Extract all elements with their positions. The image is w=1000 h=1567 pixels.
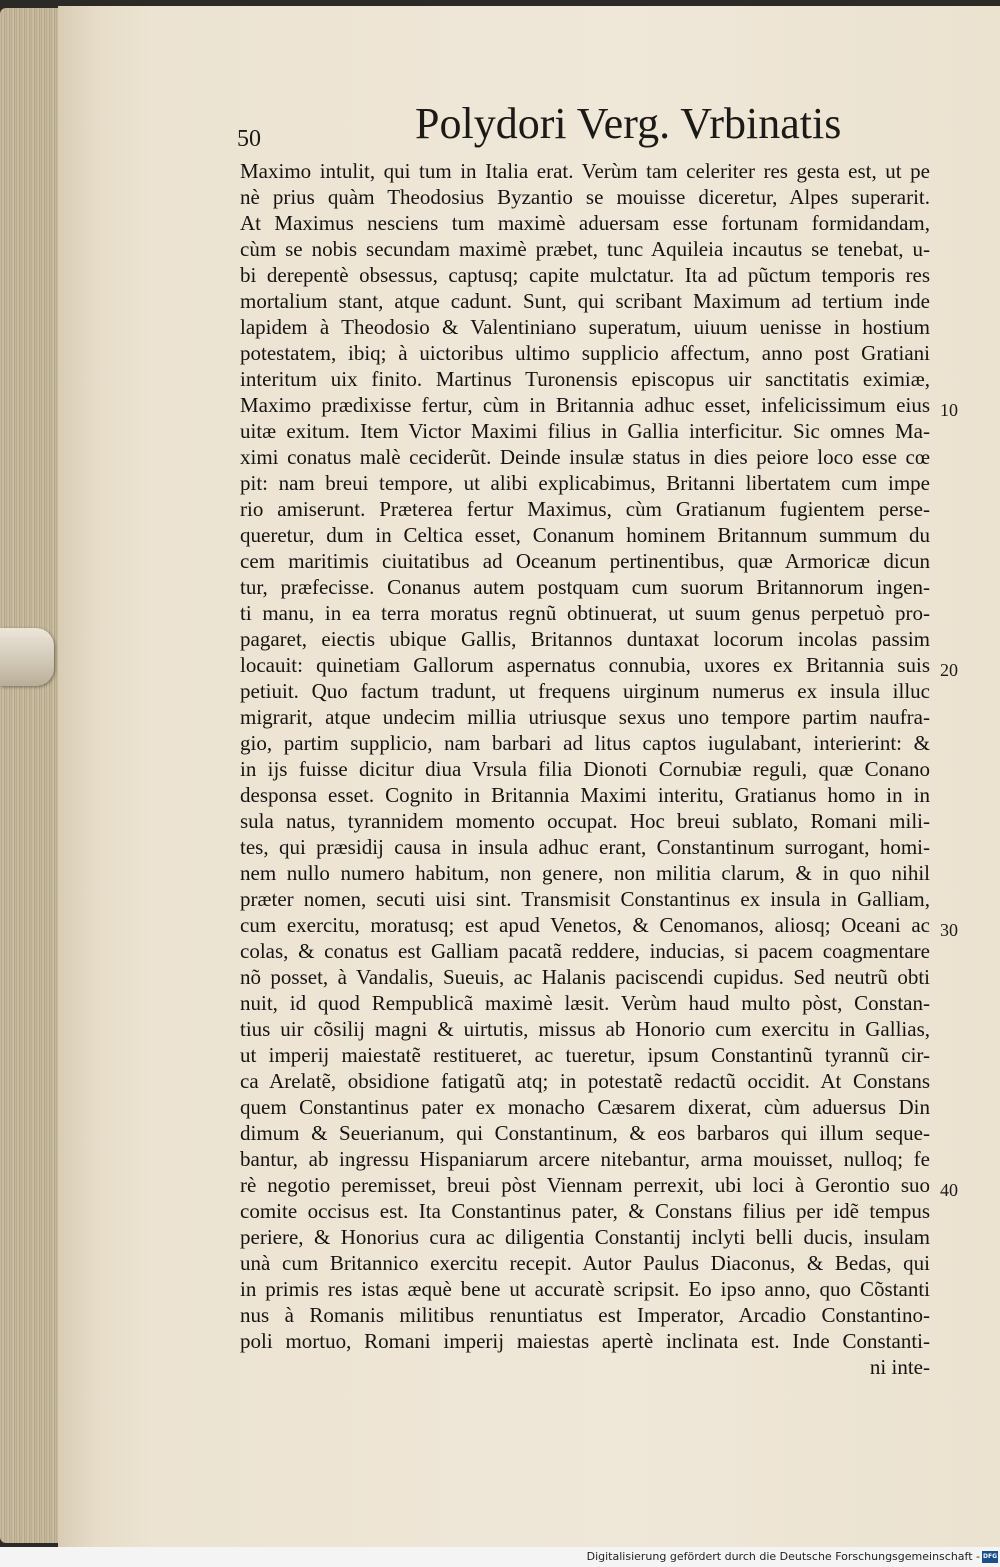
text-line: Maximo intulit, qui tum in Italia erat. Verùm tam celeriter res gesta est, ut pe xyxy=(240,159,930,183)
text-line: desponsa esset. Cognito in Britannia Maximi interitu, Gratianus homo in in xyxy=(240,783,930,807)
text-line: petiuit. Quo factum tradunt, ut frequens uirginum numerus ex insula illuc xyxy=(240,679,930,703)
page-number: 50 xyxy=(237,126,261,152)
text-line: tes, qui præsidij causa in insula adhuc erant, Constantinum surrogant, homi- xyxy=(240,835,930,859)
digitization-footer xyxy=(0,1547,1000,1567)
text-line: colas, & conatus est Galliam pacatã reddere, inducias, si pacem coagmentare xyxy=(240,939,930,963)
line-number-marker: 10 xyxy=(940,400,958,420)
text-line: præter nomen, secuti uisi sint. Transmisit Constantinus ex insula in Galliam, xyxy=(240,887,930,911)
text-line: nus à Romanis militibus renuntiatus est Imperator, Arcadio Constantino- xyxy=(240,1303,930,1327)
text-line: pagaret, eiectis ubique Gallis, Britannos duntaxat locorum incolas passim xyxy=(240,627,930,651)
text-line: sula natus, tyrannidem momento occupat. Hoc breui sublato, Romani mili- xyxy=(240,809,930,833)
text-line: rè negotio peremisset, breui pòst Viennam perrexit, ubi loci à Gerontio suo xyxy=(240,1173,930,1197)
catchword: ni inte- xyxy=(869,1355,930,1379)
line-number-marker: 30 xyxy=(940,920,958,940)
text-line: pit: nam breui tempore, ut alibi explicabimus, Britanni libertatem cum impe xyxy=(240,471,930,495)
text-line: poli mortuo, Romani imperij maiestas apertè inclinata est. Inde Constanti- xyxy=(240,1329,930,1353)
dfg-logo: DFG xyxy=(982,1551,998,1563)
text-line: ut imperij maiestatẽ restitueret, ac tueretur, ipsum Constantinũ tyrannũ cir- xyxy=(240,1043,930,1067)
text-line: rio amiserunt. Præterea fertur Maximus, cùm Gratianum fugientem perse- xyxy=(240,497,930,521)
text-line: locauit: quinetiam Gallorum aspernatus connubia, uxores ex Britannia suis xyxy=(240,653,930,677)
text-line: At Maximus nesciens tum maximè aduersam esse fortunam formidandam, xyxy=(240,211,930,235)
text-line: queretur, dum in Celtica esset, Conanum hominem Britannum summum du xyxy=(240,523,930,547)
text-line: uitæ exitum. Item Victor Maximi filius in Gallia interficitur. Sic omnes Ma- xyxy=(240,419,930,443)
text-line: tius uir cõsilij magni & uirtutis, missus ab Honorio cum exercitu in Gallias, xyxy=(240,1017,930,1041)
text-line: in ijs fuisse dicitur diua Vrsula filia Dionoti Cornubiæ reguli, quæ Conano xyxy=(240,757,930,781)
text-line: ti manu, in ea terra moratus regnũ obtinuerat, ut suum genus perpetuò pro- xyxy=(240,601,930,625)
line-number-marker: 40 xyxy=(940,1180,958,1200)
text-line: lapidem à Theodosio & Valentiniano superatum, uiuum uenisse in hostium xyxy=(240,315,930,339)
text-line: cùm se nobis secundam maximè præbet, tunc Aquileia incautus se tenebat, u- xyxy=(240,237,930,261)
text-line: gio, partim supplicio, nam barbari ad litus captos iugulabant, interierint: & xyxy=(240,731,930,755)
footer-credit: Digitalisierung gefördert durch die Deutsche Forschungsgemeinschaft - xyxy=(586,1550,980,1563)
text-line: unà cum Britannico exercitu recepit. Autor Paulus Diaconus, & Bedas, qui xyxy=(240,1251,930,1275)
text-line: periere, & Honorius cura ac diligentia Constantij inclyti belli ducis, insulam xyxy=(240,1225,930,1249)
text-line: potestatem, ibiq; à uictoribus ultimo supplicio affectum, anno post Gratiani xyxy=(240,341,930,365)
text-line: interitum uix finito. Martinus Turonensis episcopus uir sanctitatis eximiæ, xyxy=(240,367,930,391)
book-fore-edge xyxy=(0,8,60,1543)
text-line: bantur, ab ingressu Hispaniarum arcere nitebantur, arma mouisset, nulloq; fe xyxy=(240,1147,930,1171)
text-line: nõ posset, à Vandalis, Sueuis, ac Halanis paciscendi cupidus. Sed neutrũ obti xyxy=(240,965,930,989)
text-line: migrarit, atque undecim millia utriusque sexus uno tempore partim naufra- xyxy=(240,705,930,729)
text-line: in primis res istas æquè bene ut accuratè scripsit. Eo ipso anno, quo Cõstanti xyxy=(240,1277,930,1301)
text-line: dimum & Seuerianum, qui Constantinum, & eos barbaros qui illum seque- xyxy=(240,1121,930,1145)
text-line: ca Arelatẽ, obsidione fatigatũ atq; in potestatẽ redactũ occidit. At Constans xyxy=(240,1069,930,1093)
text-line: quem Constantinus pater ex monacho Cæsarem dixerat, cùm aduersus Din xyxy=(240,1095,930,1119)
text-line: nem nullo numero habitum, non genere, non militia clarum, & in quo nihil xyxy=(240,861,930,885)
text-line: tur, præfecisse. Conanus autem postquam cum suorum Britannorum ingen- xyxy=(240,575,930,599)
book-clasp xyxy=(0,628,54,686)
text-line: cum exercitu, moratusq; est apud Venetos, & Cenomanos, aliosq; Oceani ac xyxy=(240,913,930,937)
text-line: Maximo prædixisse fertur, cùm in Britannia adhuc esset, infelicissimum eius xyxy=(240,393,930,417)
line-number-marker: 20 xyxy=(940,660,958,680)
text-line: ximi conatus malè ceciderũt. Deinde insulæ status in dies peiore loco esse cœ xyxy=(240,445,930,469)
text-line: nè prius quàm Theodosius Byzantio se mouisse diceretur, Alpes superarit. xyxy=(240,185,930,209)
text-line: mortalium stant, atque cadunt. Sunt, qui scribant Maximum ad tertium inde xyxy=(240,289,930,313)
text-line: bi derepentè obsessus, captusq; capite mulctatur. Ita ad pũctum temporis res xyxy=(240,263,930,287)
running-head: Polydori Verg. Vrbinatis xyxy=(415,99,842,148)
text-line: comite occisus est. Ita Constantinus pater, & Constans filius per idẽ tempus xyxy=(240,1199,930,1223)
text-line: nuit, id quod Rempublicã maximè læsit. Verùm haud multo pòst, Constan- xyxy=(240,991,930,1015)
text-line: cem maritimis ciuitatibus ad Oceanum pertinentibus, quæ Armoricæ dicun xyxy=(240,549,930,573)
